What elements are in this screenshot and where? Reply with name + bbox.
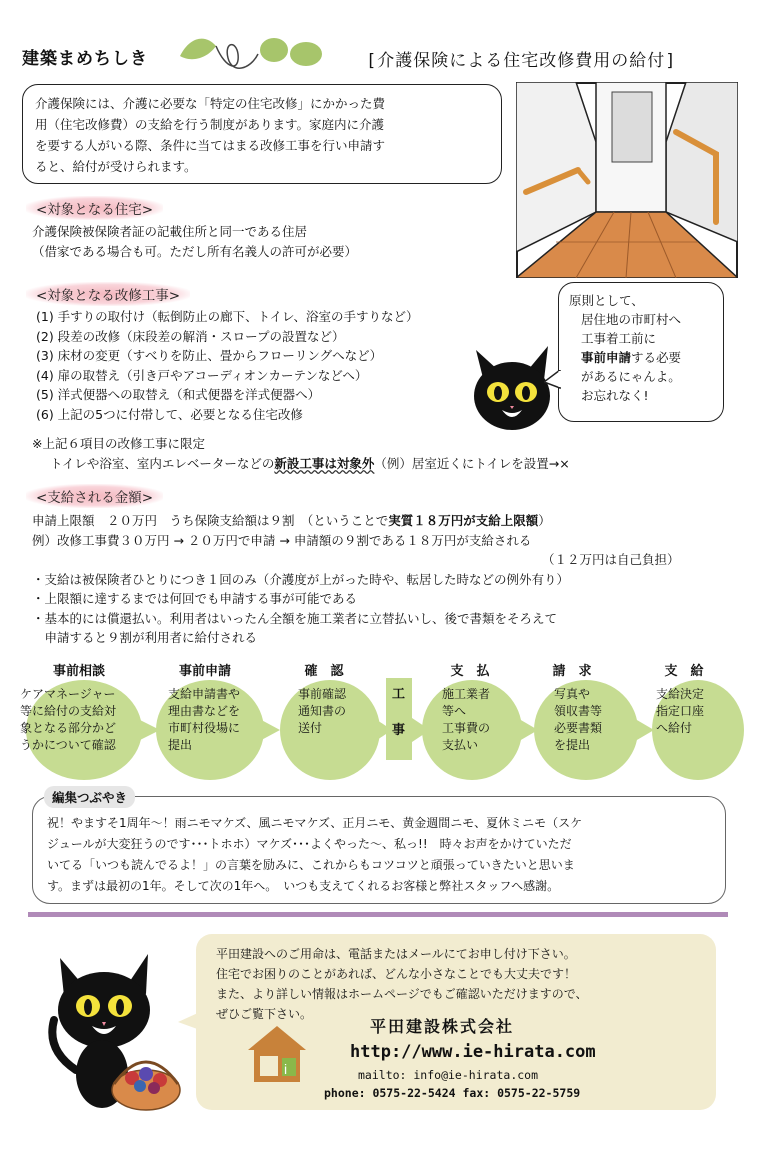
list-item: (5) 洋式便器への取替え（和式便器を洋式便器へ）: [36, 387, 321, 402]
flow-step-text: [298, 686, 378, 737]
contact-line: 平田建設へのご用命は、電話またはメールにてお申し付け下さい。: [216, 947, 576, 961]
intro-line: ると、給付が受けられます。: [35, 159, 197, 174]
contact-line: また、より詳しい情報はホームページでもご確認いただけますので、: [216, 987, 588, 1001]
amount-line: （１２万円は自己負担）: [542, 552, 680, 567]
note-text: トイレや浴室、室内エレベーターなどの: [50, 456, 275, 471]
flow-line: 工事費の: [442, 721, 491, 735]
list-item: (4) 扉の取替え（引き戸やアコーディオンカーテンなどへ）: [36, 367, 368, 383]
construction-label-top: 工: [392, 687, 406, 702]
flow-step-head: 事前相談: [52, 664, 105, 679]
flow-line: 施工業者: [442, 687, 491, 701]
intro-line: 用（住宅改修費）の支給を行う制度があります。家庭内に介護: [35, 117, 385, 132]
newsletter-title: 建築まめちしき: [22, 49, 148, 69]
cat-with-basket-icon: [36, 940, 186, 1120]
intro-box: [22, 84, 502, 184]
phone-fax: phone: 0575-22-5424 fax: 0575-22-5759: [324, 1086, 581, 1100]
editor-line: 祝！やますそ1周年～！雨ニモマケズ、風ニモマケズ、正月ニモ、黄金週間ニモ、夏休ミニモ（スケ: [47, 816, 583, 830]
note-emphasis: 新設工事は対象外: [274, 456, 375, 471]
text-line: （借家である場合も可。ただし所有名義人の許可が必要）: [32, 243, 358, 259]
section-heading-amount: <支給される金額>: [26, 484, 163, 508]
editor-line: ジュールが大変狂うのです･･･トホホ）マケズ･･･よくやった～、私っ!! 時々お声をかけていただ: [47, 837, 572, 851]
flow-line: 事前確認: [298, 687, 347, 701]
text-line: 介護保険被保険者証の記載住所と同一である住居: [32, 224, 308, 239]
flow-line: 理由書などを: [168, 704, 241, 718]
bubble-line: 居住地の市町村へ: [581, 312, 682, 327]
flow-line: 支給決定: [656, 687, 705, 701]
flow-step-head: 事前申請: [178, 664, 231, 679]
contact-line: 住宅でお困りのことがあれば、どんな小さなことでも大丈夫です！: [216, 967, 577, 981]
website-link[interactable]: http://www.ie-hirata.com: [350, 1042, 596, 1062]
flow-line: 必要書類: [554, 721, 603, 735]
section-divider: [28, 912, 728, 917]
flow-line: 指定口座: [656, 704, 705, 718]
flow-step-text: [656, 686, 736, 737]
bubble-tail-icon: [544, 370, 562, 390]
flow-line: 写真や: [554, 687, 591, 701]
amount-bullet: ・基本的には償還払い。利用者はいったん全額を施工業者に立替払いし、後で書類をそろえて: [32, 610, 558, 626]
list-item: (6) 上記の5つに付帯して、必要となる住宅改修: [36, 406, 303, 422]
company-house-logo-icon: [246, 1024, 308, 1084]
flow-line: 提出: [168, 738, 193, 752]
flow-line: 支給申請書や: [168, 687, 241, 701]
email-link[interactable]: mailto: info@ie-hirata.com: [358, 1068, 539, 1082]
bubble-line: 原則として、: [569, 293, 644, 308]
bubble-text: する必要: [631, 350, 682, 365]
flow-line: ケアマネージャー: [20, 687, 116, 701]
amount-bullet: ・上限額に達するまでは何回でも申請する事が可能である: [32, 591, 358, 606]
editor-line: いてる「いつも読んでるよ！」の言葉を励みに、これからもコツコツと頑張っていきたいと思いま: [47, 858, 575, 872]
flow-step-text: [20, 686, 144, 754]
list-item: (1) 手すりの取付け（転倒防止の廊下、トイレ、浴室の手すりなど）: [36, 309, 419, 324]
amount-text: [32, 511, 738, 648]
contact-bubble-tail-icon: [178, 1010, 200, 1032]
company-name: 平田建設株式会社: [370, 1017, 515, 1036]
work-item-list: [36, 307, 419, 424]
amount-line: 例）改修工事費３０万円 → ２０万円で申請 → 申請額の９割である１８万円が支給される: [32, 532, 532, 548]
flow-line: を提出: [554, 738, 591, 752]
bubble-line: 工事着工前に: [581, 331, 657, 346]
work-note-line2: [50, 454, 570, 474]
flow-step-text: [554, 686, 634, 754]
topic-title: [介護保険による住宅改修費用の給付]: [366, 51, 677, 71]
amount-text-part: ）: [538, 513, 551, 528]
amount-bullet: ・支給は被保険者ひとりにつき１回のみ（介護度が上がった時や、転居した時などの例外有り）: [32, 571, 570, 587]
work-note-line1: ※上記６項目の改修工事に限定: [32, 436, 205, 451]
flow-line: 等へ: [442, 704, 467, 718]
editor-note-box: [32, 796, 726, 904]
flow-line: 通知書の: [298, 704, 347, 718]
editor-note-tag: 編集つぶやき: [44, 786, 135, 808]
construction-label-bottom: 事: [392, 723, 406, 738]
bubble-emphasis: 事前申請: [581, 350, 632, 365]
section-heading-target-work: <対象となる改修工事>: [26, 282, 190, 306]
flow-step-head: 確 認: [304, 664, 344, 679]
amount-emphasis: 実質１８万円が支給上限額: [388, 513, 539, 528]
flow-line: 領収書等: [554, 704, 603, 718]
contact-line: ぜひご覧下さい。: [216, 1007, 313, 1021]
list-item: (2) 段差の改修（床段差の解消・スロープの設置など）: [36, 328, 345, 344]
target-house-text: [32, 222, 357, 261]
flow-line: 象となる部分かど: [20, 721, 117, 735]
flow-line: へ給付: [656, 721, 693, 735]
amount-line: [32, 511, 738, 531]
svg-text:i: i: [284, 1061, 288, 1077]
flow-step-head: 請 求: [552, 664, 592, 679]
flow-step-text: [442, 686, 522, 754]
flow-line: 市町村役場に: [168, 721, 241, 735]
flow-step-head: 支 払: [450, 664, 490, 679]
leaf-decoration-icon: [176, 30, 346, 80]
amount-bullet: 申請すると９割が利用者に給付される: [32, 630, 258, 645]
flow-line: 送付: [298, 721, 323, 735]
cat-speech-bubble: [558, 282, 724, 422]
flow-line: うかについて確認: [20, 738, 116, 752]
flow-step-text: [168, 686, 268, 754]
list-item: (3) 床材の変更（すべりを防止、畳からフローリングへなど）: [36, 348, 383, 363]
editor-line: す。まずは最初の1年。そして次の1年へ。 いつも支えてくれるお客様と弊社スタッフへ感謝。: [47, 879, 560, 893]
flow-line: 支払い: [442, 738, 479, 752]
section-heading-target-house: <対象となる住宅>: [26, 196, 163, 220]
bubble-line: お忘れなく!: [581, 388, 649, 403]
note-text: （例）居室近くにトイレを設置→×: [374, 456, 570, 471]
amount-text-part: 申請上限額 ２０万円 うち保険支給額は９割 （ということで: [32, 513, 389, 528]
intro-line: 介護保険には、介護に必要な「特定の住宅改修」にかかった費: [35, 96, 386, 111]
corridor-handrail-illustration: [516, 82, 738, 278]
bubble-line: があるにゃんよ。: [581, 369, 681, 384]
flow-line: 等に給付の支給対: [20, 704, 117, 718]
bubble-line: [569, 348, 713, 367]
intro-line: を要する人がいる際、条件に当てはまる改修工事を行い申請す: [35, 138, 386, 153]
flow-step-head: 支 給: [664, 664, 704, 679]
